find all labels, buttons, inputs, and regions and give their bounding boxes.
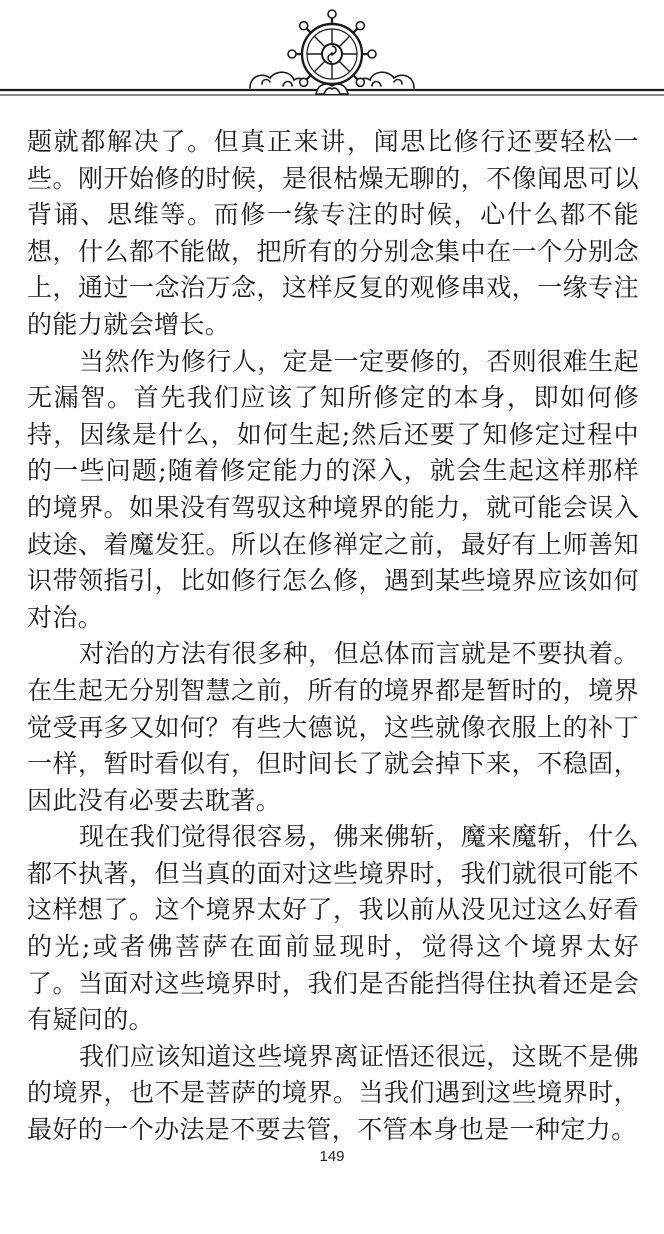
page-body [27, 124, 639, 1149]
body-paragraph: 我们应该知道这些境界离证悟还很远，这既不是佛的境界，也不是菩萨的境界。当我们遇到这些境界时，最好的一个办法是不要去管，不管本身也是一种定力。 [27, 1041, 639, 1145]
body-paragraph: 题就都解决了。但真正来讲，闻思比修行还要轻松一些。刚开始修的时候，是很枯燥无聊的，不像闻思可以背诵、思维等。而修一缘专注的时候，心什么都不能想，什么都不能做，把所有的分别念集中在一个分别念上，通过一念治万念，这样反复的观修串戏，一缘专注的能力就会增长。 [27, 127, 639, 339]
page-number: 149 [319, 1148, 345, 1165]
body-paragraph: 现在我们觉得很容易，佛来佛斩，魔来魔斩，什么都不执著，但当真的面对这些境界时，我们就很可能不这样想了。这个境界太好了，我以前从没见过这么好看的光;或者佛菩萨在面前显现时，觉得这个境界太好了。当面对这些境界时，我们是否能挡得住执着还是会有疑问的。 [27, 822, 639, 1035]
body-paragraph: 对治的方法有很多种，但总体而言就是不要执着。在生起无分别智慧之前，所有的境界都是暂时的，境界觉受再多又如何？有些大德说，这些就像衣服上的补丁一样，暂时看似有，但时间长了就会掉下来，不稳固，因此没有必要去耽著。 [27, 639, 639, 815]
body-paragraph: 当然作为修行人，定是一定要修的，否则很难生起无漏智。首先我们应该了知所修定的本身，即如何修持，因缘是什么，如何生起;然后还要了知修定过程中的一些问题;随着修定能力的深入，就会生起这样那样的境界。如果没有驾驭这种境界的能力，就可能会误入歧途、着魔发狂。所以在修禅定之前，最好有上师善知识带领指引，比如修行怎么修，遇到某些境界应该如何对治。 [27, 346, 639, 632]
page-header-ornament [0, 0, 664, 110]
dharma-wheel-icon [0, 0, 664, 110]
